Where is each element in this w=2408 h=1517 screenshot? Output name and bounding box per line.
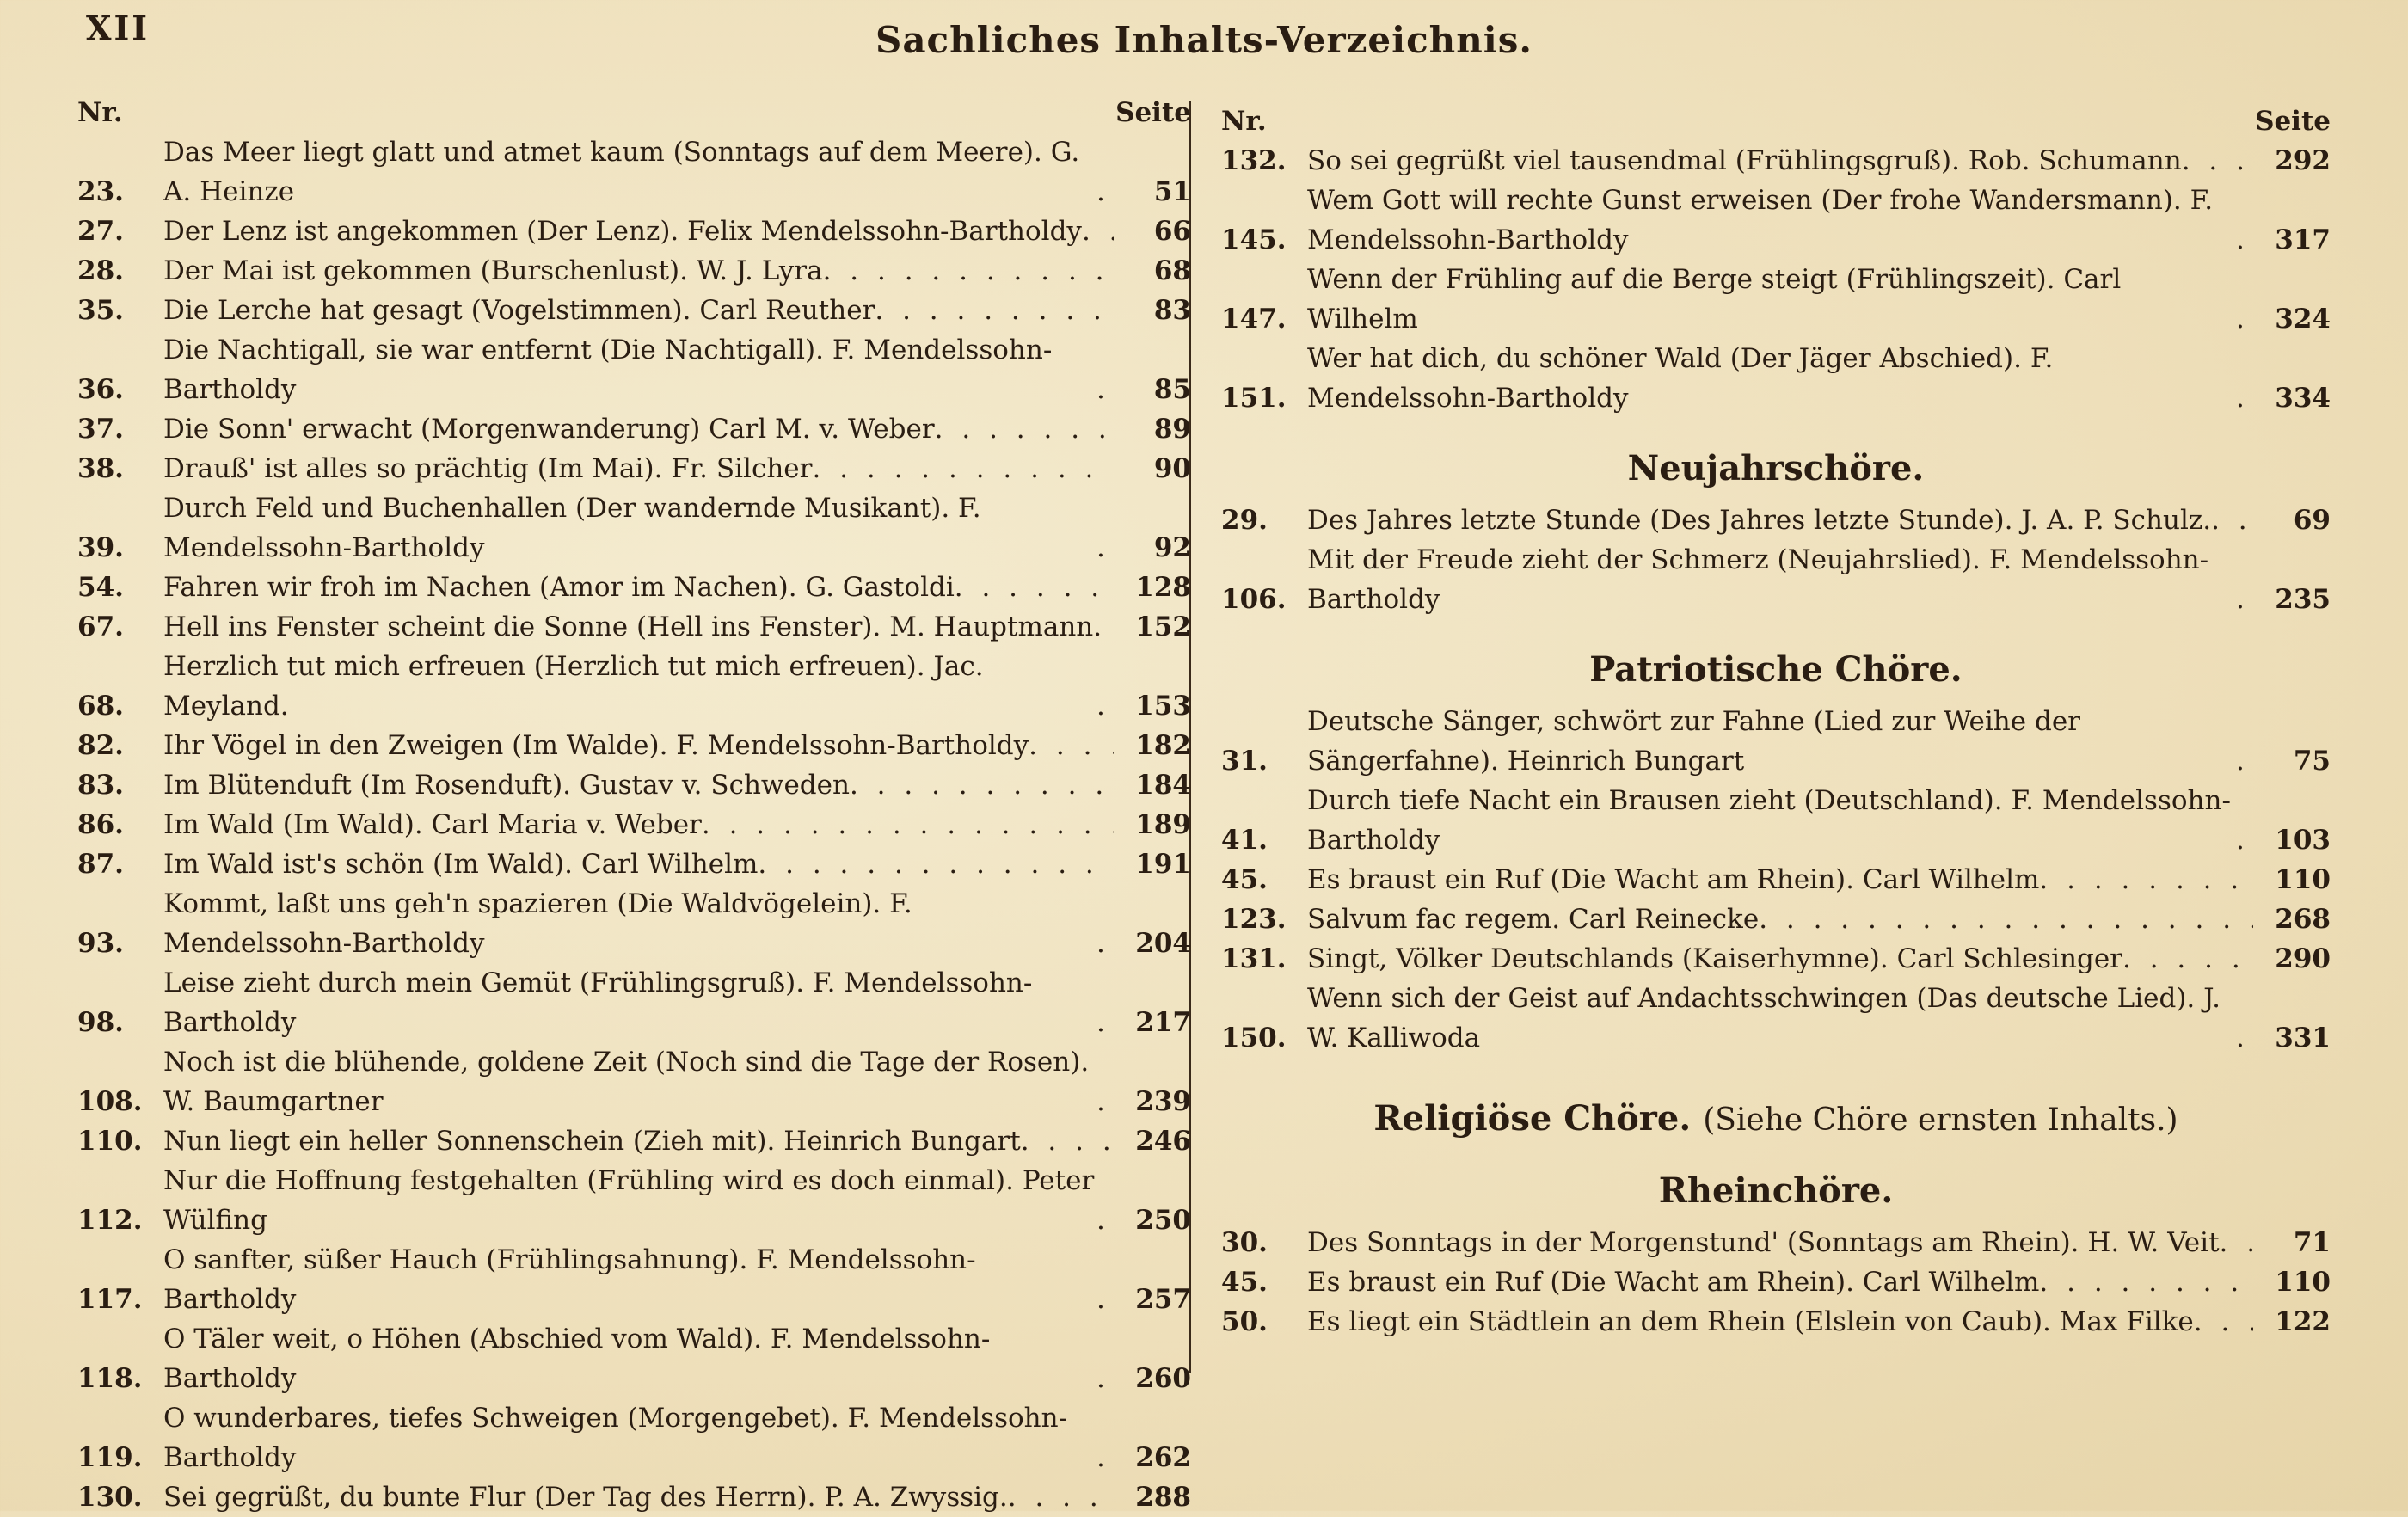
entry-title: Drauß' ist alles so prächtig (Im Mai). Fr. Silcher	[163, 453, 813, 484]
toc-entry	[77, 291, 1191, 330]
entry-title: Sei gegrüßt, du bunte Flur (Der Tag des Herrn). P. A. Zwyssig.	[163, 1482, 1008, 1513]
dot-leader	[1096, 924, 1114, 963]
toc-entry	[77, 409, 1191, 449]
toc-entry	[1221, 860, 2331, 900]
entry-number: 130.	[77, 1482, 143, 1513]
entry-number: 118.	[77, 1363, 143, 1394]
entry-title: Ihr Vögel in den Zweigen (Im Walde). F. Mendelssohn-Bartholdy	[163, 730, 1029, 761]
entry-number: 98.	[77, 1007, 124, 1038]
toc-entry	[77, 1121, 1191, 1161]
entry-title: Durch Feld und Buchenhallen (Der wandernde Musikant). F. Mendelssohn-Bartholdy	[163, 493, 981, 563]
entry-title: O Täler weit, o Höhen (Abschied vom Wald). F. Mendelssohn-Bartholdy	[163, 1324, 991, 1394]
entry-number: 23.	[77, 176, 124, 207]
entry-title: Im Blütenduft (Im Rosenduft). Gustav v. Schweden	[163, 770, 850, 801]
entry-body	[163, 1398, 1114, 1477]
entry-body	[1307, 181, 2253, 260]
entry-body	[163, 330, 1114, 409]
dot-leader	[1021, 1121, 1114, 1161]
entry-page: 68	[1153, 255, 1191, 286]
toc-entry	[1221, 1302, 2331, 1342]
entry-number: 119.	[77, 1442, 143, 1473]
dot-leader	[2182, 141, 2253, 181]
entry-body	[1307, 860, 2253, 900]
entry-body	[1307, 260, 2253, 339]
entry-page: 239	[1135, 1086, 1191, 1117]
entry-page: 128	[1135, 572, 1191, 603]
entry-body	[163, 1121, 1114, 1161]
entry-number: 68.	[77, 691, 124, 722]
entry-page: 92	[1153, 532, 1191, 563]
entry-body	[163, 805, 1114, 844]
dot-leader	[1096, 1003, 1114, 1042]
entry-page: 89	[1153, 414, 1191, 445]
toc-entry	[77, 765, 1191, 805]
entry-number: 147.	[1221, 304, 1287, 335]
entry-page: 204	[1135, 928, 1191, 959]
entry-number: 83.	[77, 770, 124, 801]
right-column-header	[1221, 93, 2331, 141]
dot-leader	[1093, 607, 1114, 647]
entry-body	[1307, 702, 2253, 781]
entry-number: 41.	[1221, 825, 1268, 856]
entry-page: 71	[2293, 1227, 2331, 1258]
entry-number: 150.	[1221, 1023, 1287, 1053]
entry-page: 334	[2275, 383, 2331, 414]
toc-entry	[77, 1042, 1191, 1121]
dot-leader	[1082, 212, 1114, 251]
entry-title: Wenn der Frühling auf die Berge steigt (Frühlingszeit). Carl Wilhelm	[1307, 264, 2122, 335]
section-heading-neujahr: Neujahrschöre.	[1627, 448, 1925, 488]
dot-leader	[1096, 1201, 1114, 1240]
toc-entry	[1221, 501, 2331, 540]
toc-entry	[1221, 702, 2331, 781]
dot-leader	[1096, 1359, 1114, 1398]
entry-body	[1307, 1302, 2253, 1342]
entry-page: 268	[2275, 904, 2331, 935]
dot-leader	[1096, 172, 1114, 212]
entry-body	[163, 963, 1114, 1042]
toc-entry	[1221, 339, 2331, 418]
entry-title: Nur die Hoffnung festgehalten (Frühling wird es doch einmal). Peter Wülfing	[163, 1165, 1095, 1236]
toc-entry	[77, 726, 1191, 765]
entry-body	[163, 449, 1114, 488]
entry-number: 35.	[77, 295, 124, 326]
toc-entry	[1221, 1262, 2331, 1302]
entry-page: 235	[2275, 584, 2331, 615]
entry-body	[163, 212, 1114, 251]
dot-leader	[1096, 370, 1114, 409]
entry-title: Singt, Völker Deutschlands (Kaiserhymne). Carl Schlesinger	[1307, 943, 2122, 974]
entry-title: Der Lenz ist angekommen (Der Lenz). Felix Mendelssohn-Bartholdy	[163, 216, 1082, 247]
entry-number: 28.	[77, 255, 124, 286]
entry-title: Des Sonntags in der Morgenstund' (Sonntags am Rhein). H. W. Veit	[1307, 1227, 2220, 1258]
toc-entry	[77, 1161, 1191, 1240]
entry-page: 103	[2275, 825, 2331, 856]
entry-title: Durch tiefe Nacht ein Brausen zieht (Deutschland). F. Mendelssohn-Bartholdy	[1307, 785, 2231, 856]
religious-title: Religiöse Chöre.	[1373, 1098, 1692, 1139]
entry-body	[163, 1042, 1114, 1121]
entry-number: 106.	[1221, 584, 1287, 615]
entry-number: 110.	[77, 1126, 143, 1157]
toc-entry	[77, 647, 1191, 726]
entry-body	[1307, 339, 2253, 418]
entry-title: Im Wald (Im Wald). Carl Maria v. Weber	[163, 809, 702, 840]
dot-leader	[2194, 1302, 2253, 1342]
entry-number: 108.	[77, 1086, 143, 1117]
entry-body	[1307, 979, 2253, 1058]
entry-body	[163, 132, 1114, 212]
entry-title: O sanfter, süßer Hauch (Frühlingsahnung). F. Mendelssohn-Bartholdy	[163, 1244, 976, 1315]
toc-entry	[77, 132, 1191, 212]
dot-leader	[850, 765, 1114, 805]
entry-title: O wunderbares, tiefes Schweigen (Morgengebet). F. Mendelssohn-Bartholdy	[163, 1403, 1068, 1473]
dot-leader	[2236, 580, 2253, 619]
entry-title: Die Lerche hat gesagt (Vogelstimmen). Carl Reuther	[163, 295, 875, 326]
entry-number: 112.	[77, 1205, 143, 1236]
dot-leader	[875, 291, 1114, 330]
entry-title: Wer hat dich, du schöner Wald (Der Jäger Abschied). F. Mendelssohn-Bartholdy	[1307, 343, 2054, 414]
dot-leader	[955, 568, 1114, 607]
entry-page: 184	[1135, 770, 1191, 801]
section-heading-patriotisch: Patriotische Chöre.	[1589, 649, 1963, 690]
entry-body	[163, 1477, 1114, 1517]
entry-page: 246	[1135, 1126, 1191, 1157]
patriotisch-entry-list	[1221, 702, 2331, 1058]
entry-page: 66	[1153, 216, 1191, 247]
dot-leader	[2236, 820, 2253, 860]
toc-entry	[77, 251, 1191, 291]
dot-leader	[812, 449, 1114, 488]
dot-leader	[2236, 378, 2253, 418]
entry-page: 90	[1153, 453, 1191, 484]
entry-number: 123.	[1221, 904, 1287, 935]
entry-page: 217	[1135, 1007, 1191, 1038]
entry-title: Wenn sich der Geist auf Andachtsschwingen (Das deutsche Lied). J. W. Kalliwoda	[1307, 983, 2221, 1053]
entry-page: 83	[1153, 295, 1191, 326]
entry-page: 152	[1135, 611, 1191, 642]
dot-leader	[2039, 1262, 2253, 1302]
entry-title: So sei gegrüßt viel tausendmal (Frühlingsgruß). Rob. Schumann	[1307, 145, 2182, 176]
dot-leader	[1096, 686, 1114, 726]
dot-leader	[1029, 726, 1114, 765]
toc-entry	[77, 1477, 1191, 1517]
entry-body	[163, 1240, 1114, 1319]
right-entry-list	[1221, 141, 2331, 418]
entry-title: Es braust ein Ruf (Die Wacht am Rhein). Carl Wilhelm	[1307, 864, 2040, 895]
dot-leader	[823, 251, 1114, 291]
dot-leader	[1096, 1438, 1114, 1477]
entry-number: 117.	[77, 1284, 143, 1315]
entry-title: Die Sonn' erwacht (Morgenwanderung) Carl M. v. Weber	[163, 414, 935, 445]
entry-body	[163, 726, 1114, 765]
entry-number: 31.	[1221, 746, 1268, 777]
entry-number: 86.	[77, 809, 124, 840]
toc-entry	[77, 844, 1191, 884]
toc-entry	[77, 1398, 1191, 1477]
entry-number: 39.	[77, 532, 124, 563]
entry-title: Das Meer liegt glatt und atmet kaum (Sonntags auf dem Meere). G. A. Heinze	[163, 137, 1080, 207]
toc-entry	[1221, 781, 2331, 860]
entry-page: 110	[2275, 1267, 2331, 1298]
entry-body	[1307, 1262, 2253, 1302]
entry-number: 36.	[77, 374, 124, 405]
toc-entry	[77, 212, 1191, 251]
entry-page: 324	[2275, 304, 2331, 335]
entry-body	[163, 884, 1114, 963]
toc-entry	[77, 330, 1191, 409]
toc-entry	[1221, 260, 2331, 339]
entry-page: 317	[2275, 224, 2331, 255]
entry-number: 27.	[77, 216, 124, 247]
entry-number: 30.	[1221, 1227, 1268, 1258]
dot-leader	[1096, 1082, 1114, 1121]
toc-entry	[77, 607, 1191, 647]
seite-header: Seite	[2255, 106, 2331, 137]
entry-title: Fahren wir froh im Nachen (Amor im Nachen). G. Gastoldi	[163, 572, 955, 603]
entry-page: 153	[1135, 691, 1191, 722]
entry-page: 75	[2293, 746, 2331, 777]
entry-body	[163, 1161, 1114, 1240]
right-column	[1221, 93, 2331, 1342]
dot-leader	[758, 844, 1114, 884]
entry-body	[163, 291, 1114, 330]
entry-body	[163, 568, 1114, 607]
entry-number: 45.	[1221, 1267, 1268, 1298]
entry-body	[163, 765, 1114, 805]
toc-entry	[77, 1240, 1191, 1319]
entry-title: Herzlich tut mich erfreuen (Herzlich tut mich erfreuen). Jac. Meyland.	[163, 651, 984, 722]
entry-number: 145.	[1221, 224, 1287, 255]
toc-entry	[1221, 979, 2331, 1058]
entry-page: 191	[1135, 849, 1191, 880]
entry-body	[163, 844, 1114, 884]
entry-page: 51	[1153, 176, 1191, 207]
entry-number: 93.	[77, 928, 124, 959]
toc-entry	[1221, 1223, 2331, 1262]
entry-title: Es braust ein Ruf (Die Wacht am Rhein). Carl Wilhelm	[1307, 1267, 2040, 1298]
toc-entry	[77, 805, 1191, 844]
dot-leader	[1008, 1477, 1114, 1517]
entry-body	[163, 488, 1114, 568]
entry-title: Mit der Freude zieht der Schmerz (Neujahrslied). F. Mendelssohn-Bartholdy	[1307, 544, 2209, 615]
dot-leader	[2039, 860, 2253, 900]
entry-body	[1307, 781, 2253, 860]
entry-number: 131.	[1221, 943, 1287, 974]
dot-leader	[935, 409, 1114, 449]
toc-entry	[1221, 939, 2331, 979]
entry-page: 292	[2275, 145, 2331, 176]
toc-entry	[77, 449, 1191, 488]
entry-body	[163, 607, 1114, 647]
entry-title: Des Jahres letzte Stunde (Des Jahres letzte Stunde). J. A. P. Schulz.	[1307, 505, 2212, 536]
entry-page: 110	[2275, 864, 2331, 895]
entry-number: 87.	[77, 849, 124, 880]
dot-leader	[2236, 220, 2253, 260]
entry-number: 54.	[77, 572, 124, 603]
entry-number: 151.	[1221, 383, 1287, 414]
nr-header: Nr.	[1221, 106, 1267, 137]
neujahr-entry-list	[1221, 501, 2331, 619]
entry-body	[1307, 141, 2253, 181]
rhein-entry-list	[1221, 1223, 2331, 1342]
entry-number: 50.	[1221, 1306, 1268, 1337]
entry-title: Deutsche Sänger, schwört zur Fahne (Lied zur Weihe der Sängerfahne). Heinrich Bungart	[1307, 706, 2080, 777]
toc-entry	[1221, 900, 2331, 939]
dot-leader	[1759, 900, 2253, 939]
dot-leader	[1096, 1280, 1114, 1319]
page-number: XII	[86, 9, 150, 47]
entry-body	[163, 251, 1114, 291]
entry-page: 85	[1153, 374, 1191, 405]
toc-entry	[1221, 141, 2331, 181]
left-column	[77, 93, 1191, 1517]
entry-title: Im Wald ist's schön (Im Wald). Carl Wilhelm	[163, 849, 759, 880]
dot-leader	[2236, 299, 2253, 339]
dot-leader	[702, 805, 1114, 844]
entry-title: Die Nachtigall, sie war entfernt (Die Nachtigall). F. Mendelssohn-Bartholdy	[163, 335, 1053, 405]
toc-entry	[77, 488, 1191, 568]
section-heading-religioes	[1221, 1099, 2331, 1140]
entry-body	[163, 1319, 1114, 1398]
entry-page: 290	[2275, 943, 2331, 974]
dot-leader	[2236, 1018, 2253, 1058]
dot-leader	[2211, 501, 2253, 540]
toc-entry	[1221, 540, 2331, 619]
entry-number: 45.	[1221, 864, 1268, 895]
left-column-header	[77, 93, 1191, 132]
entry-title: Der Mai ist gekommen (Burschenlust). W. J. Lyra	[163, 255, 823, 286]
entry-body	[1307, 900, 2253, 939]
toc-entry	[1221, 181, 2331, 260]
dot-leader	[2220, 1223, 2253, 1262]
entry-title: Kommt, laßt uns geh'n spazieren (Die Waldvögelein). F. Mendelssohn-Bartholdy	[163, 888, 912, 959]
entry-number: 132.	[1221, 145, 1287, 176]
entry-page: 69	[2293, 505, 2331, 536]
entry-title: Wem Gott will rechte Gunst erweisen (Der frohe Wandersmann). F. Mendelssohn-Bartholdy	[1307, 185, 2214, 255]
entry-page: 189	[1135, 809, 1191, 840]
entry-body	[163, 409, 1114, 449]
entry-body	[1307, 501, 2253, 540]
seite-header: Seite	[1115, 97, 1191, 128]
entry-title: Hell ins Fenster scheint die Sonne (Hell ins Fenster). M. Hauptmann	[163, 611, 1094, 642]
entry-title: Leise zieht durch mein Gemüt (Frühlingsgruß). F. Mendelssohn-Bartholdy	[163, 967, 1033, 1038]
dot-leader	[2236, 741, 2253, 781]
toc-entry	[77, 884, 1191, 963]
entry-page: 331	[2275, 1023, 2331, 1053]
entry-page: 262	[1135, 1442, 1191, 1473]
entry-number: 37.	[77, 414, 124, 445]
entry-page: 182	[1135, 730, 1191, 761]
entry-title: Es liegt ein Städtlein an dem Rhein (Elslein von Caub). Max Filke	[1307, 1306, 2194, 1337]
entry-page: 257	[1135, 1284, 1191, 1315]
entry-body	[163, 647, 1114, 726]
toc-entry	[77, 568, 1191, 607]
entry-page: 288	[1135, 1482, 1191, 1513]
religious-note: (Siehe Chöre ernsten Inhalts.)	[1703, 1102, 2178, 1138]
nr-header: Nr.	[77, 97, 123, 128]
dot-leader	[1096, 528, 1114, 568]
entry-page: 250	[1135, 1205, 1191, 1236]
entry-title: Nun liegt ein heller Sonnenschein (Zieh mit). Heinrich Bungart	[163, 1126, 1021, 1157]
entry-body	[1307, 939, 2253, 979]
entry-body	[1307, 540, 2253, 619]
entry-number: 29.	[1221, 505, 1268, 536]
toc-entry	[77, 1319, 1191, 1398]
entry-title: Salvum fac regem. Carl Reinecke	[1307, 904, 1760, 935]
entry-number: 67.	[77, 611, 124, 642]
entry-title: Noch ist die blühende, goldene Zeit (Noch sind die Tage der Rosen). W. Baumgartner	[163, 1047, 1090, 1117]
left-entry-list	[77, 132, 1191, 1517]
toc-entry	[77, 963, 1191, 1042]
entry-number: 38.	[77, 453, 124, 484]
entry-body	[1307, 1223, 2253, 1262]
entry-page: 260	[1135, 1363, 1191, 1394]
page-title: Sachliches Inhalts-Verzeichnis.	[875, 19, 1533, 61]
entry-page: 122	[2275, 1306, 2331, 1337]
section-heading-rhein: Rheinchöre.	[1658, 1170, 1894, 1211]
dot-leader	[2122, 939, 2253, 979]
entry-number: 82.	[77, 730, 124, 761]
